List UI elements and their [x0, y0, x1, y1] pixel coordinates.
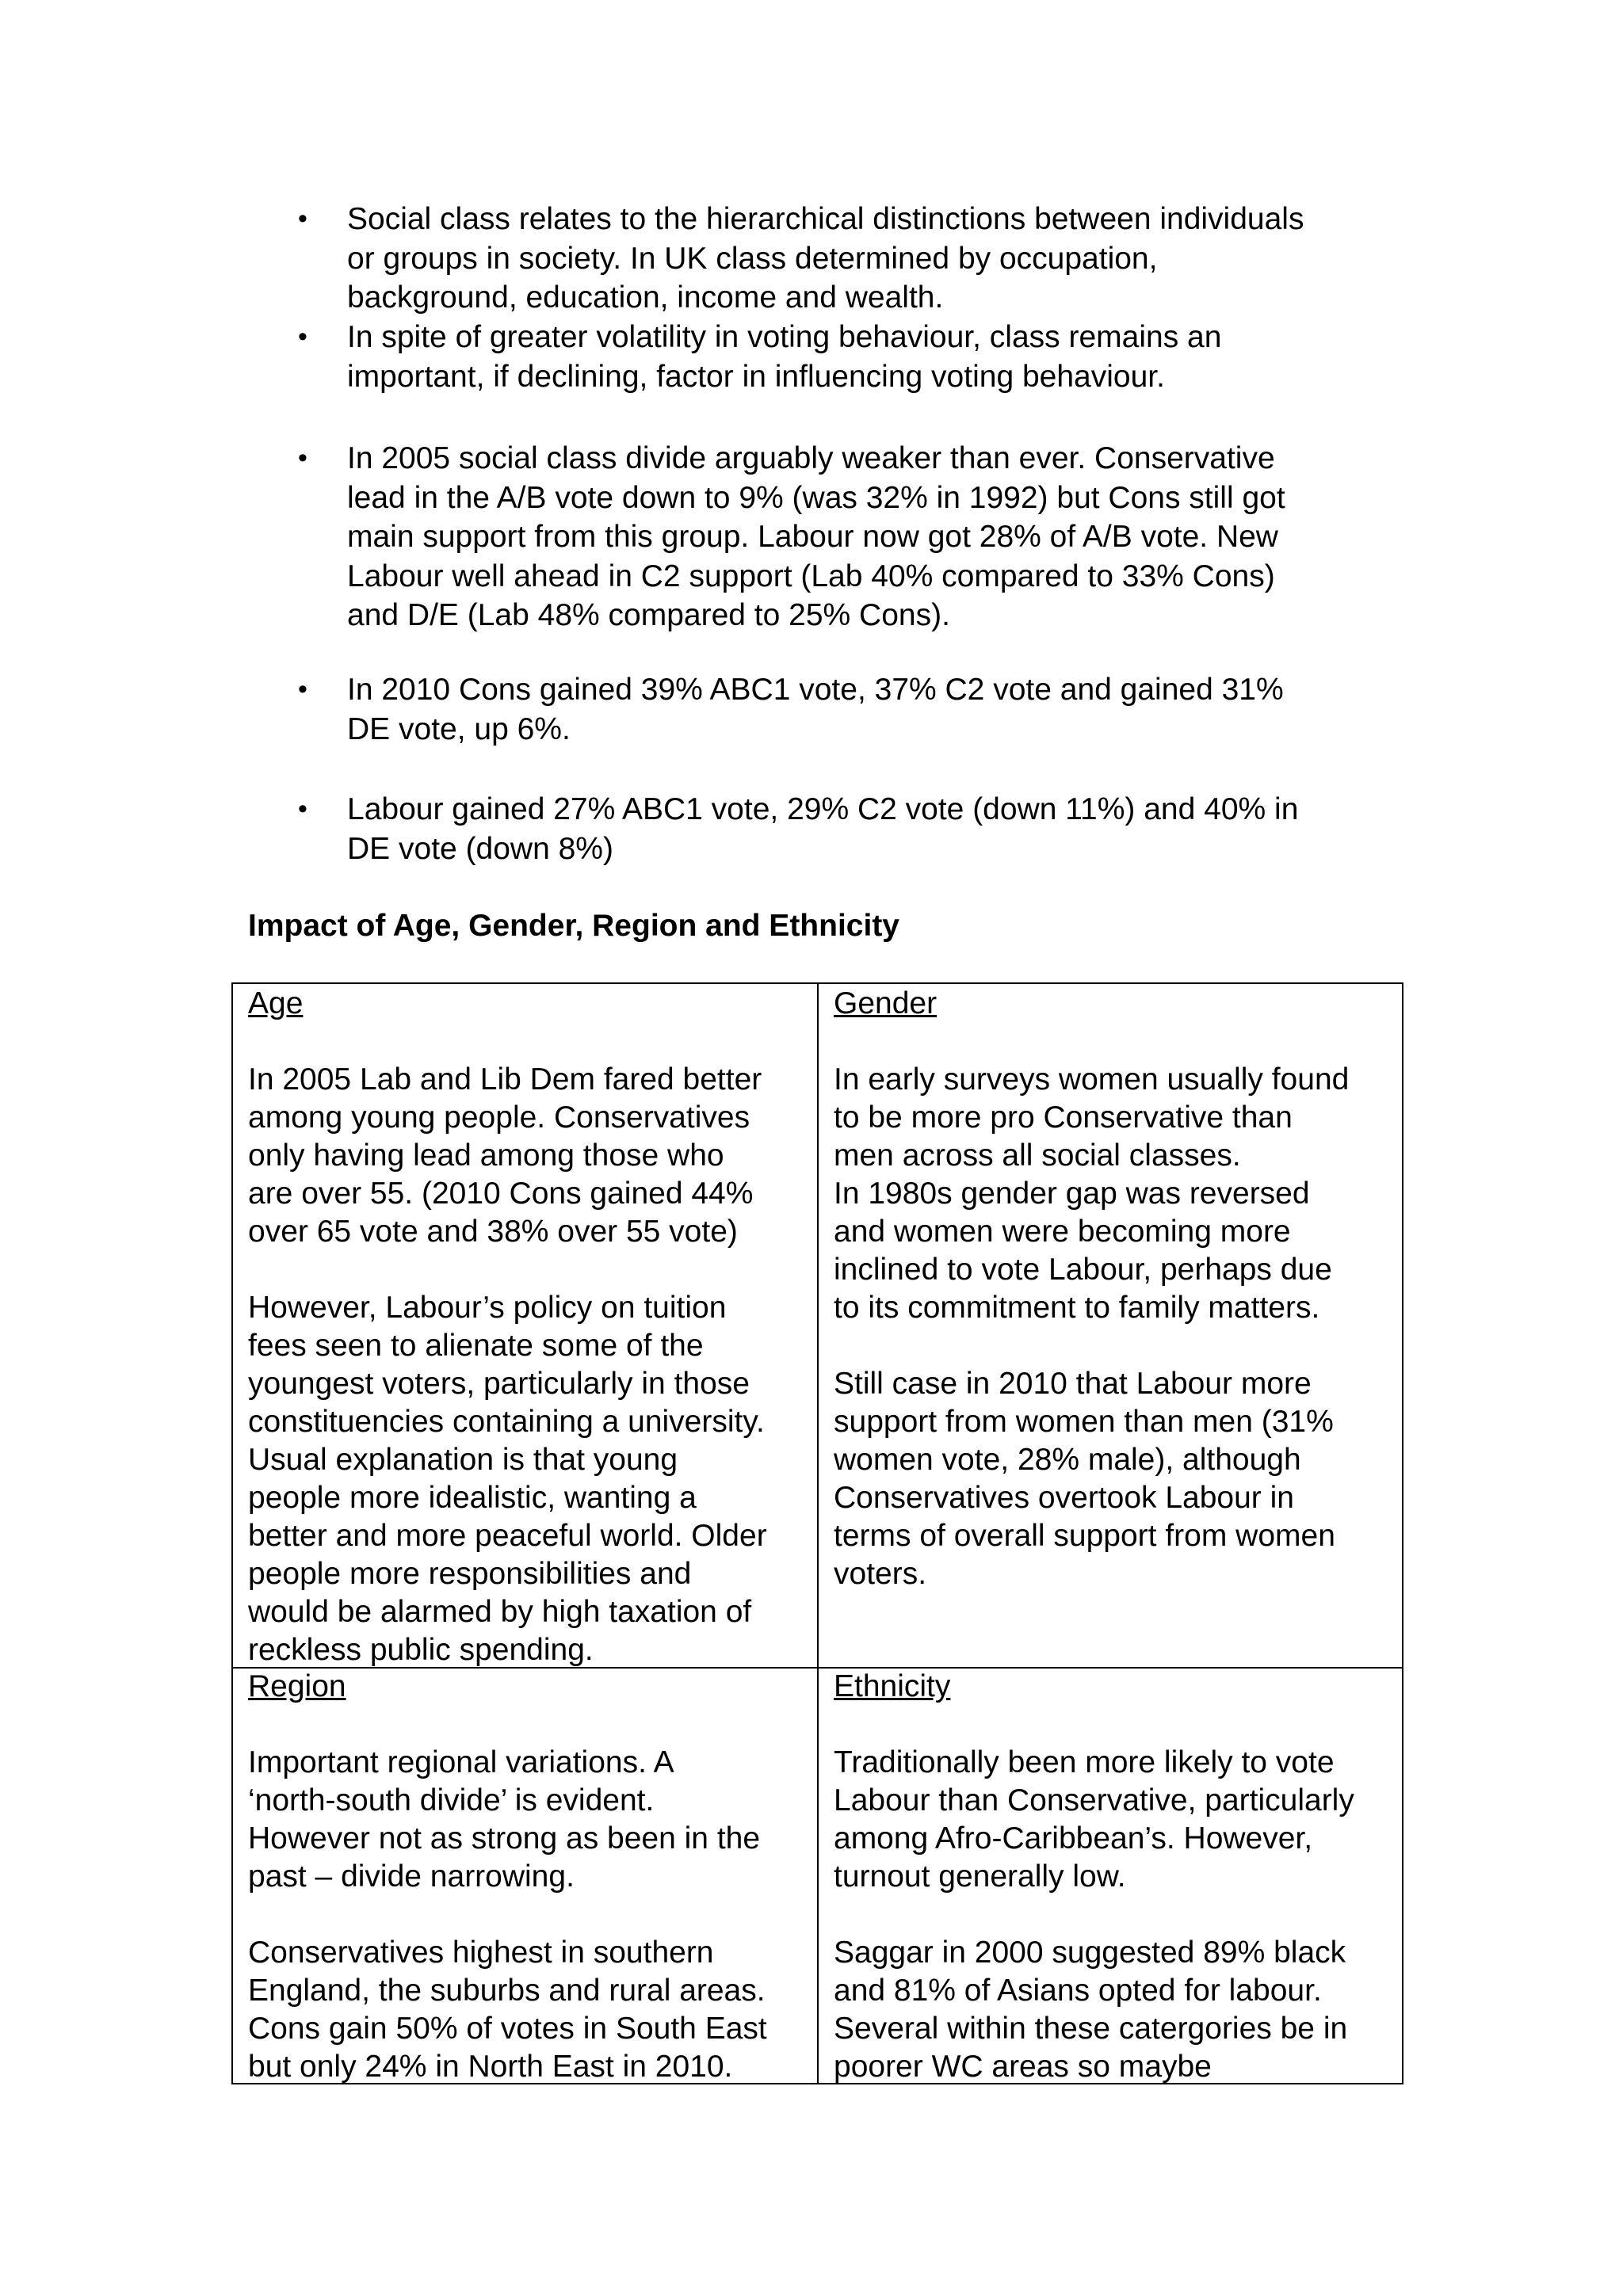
- text-line: Usual explanation is that young: [248, 1443, 678, 1477]
- text-line: background, education, income and wealth.: [347, 280, 944, 315]
- text-line: support from women than men (31%: [834, 1405, 1334, 1439]
- text-line: DE vote (down 8%): [347, 831, 613, 866]
- text-line: ‘north-south divide’ is evident.: [248, 1783, 655, 1817]
- text-line: Traditionally been more likely to vote: [834, 1745, 1335, 1779]
- paragraph-gap: [248, 1706, 817, 1744]
- section-heading: Impact of Age, Gender, Region and Ethnicity: [248, 909, 899, 943]
- cell-ethnicity: [819, 1667, 1402, 2086]
- text-line: men across all social classes.: [834, 1138, 1241, 1173]
- factors-table: [231, 982, 1403, 2084]
- text-line: In 1980s gender gap was reversed: [834, 1177, 1310, 1211]
- text-line: better and more peaceful world. Older: [248, 1519, 767, 1553]
- text-line: In spite of greater volatility in voting behaviour, class remains an: [347, 320, 1222, 354]
- text-line: are over 55. (2010 Cons gained 44%: [248, 1177, 754, 1211]
- paragraph-gap: [248, 1023, 817, 1061]
- text-line: important, if declining, factor in influencing voting behaviour.: [347, 359, 1165, 394]
- text-line: past – divide narrowing.: [248, 1859, 575, 1894]
- bullet-paragraph: [347, 439, 1285, 635]
- text-line: women vote, 28% male), although: [834, 1443, 1301, 1477]
- paragraph-gap: [248, 1251, 817, 1289]
- text-line: and women were becoming more: [834, 1215, 1291, 1249]
- paragraph-gap: [834, 1706, 1402, 1744]
- text-line: but only 24% in North East in 2010.: [248, 2050, 733, 2084]
- text-line: England, the suburbs and rural areas.: [248, 1974, 766, 2008]
- text-line: However not as strong as been in the: [248, 1821, 761, 1855]
- cell-title: Age: [248, 986, 304, 1020]
- text-line: to be more pro Conservative than: [834, 1100, 1293, 1135]
- text-line: In 2005 Lab and Lib Dem fared better: [248, 1062, 762, 1097]
- cell-title: Ethnicity: [834, 1669, 951, 1703]
- text-line: In early surveys women usually found: [834, 1062, 1350, 1097]
- bullet-paragraph: [347, 318, 1221, 396]
- text-line: youngest voters, particularly in those: [248, 1367, 750, 1401]
- cell-title: Gender: [834, 986, 938, 1020]
- paragraph-gap: [248, 1896, 817, 1934]
- paragraph-gap: [834, 1327, 1402, 1365]
- text-line: inclined to vote Labour, perhaps due: [834, 1253, 1332, 1287]
- text-line: main support from this group. Labour now got 28% of A/B vote. New: [347, 520, 1278, 554]
- text-line: DE vote, up 6%.: [347, 711, 571, 746]
- paragraph-gap: [834, 1023, 1402, 1061]
- bullet-icon: •: [298, 204, 307, 234]
- text-line: people more responsibilities and: [248, 1557, 692, 1591]
- text-line: and D/E (Lab 48% compared to 25% Cons).: [347, 598, 950, 632]
- bullet-icon: •: [298, 322, 307, 352]
- text-line: among young people. Conservatives: [248, 1100, 750, 1135]
- text-line: Several within these catergories be in: [834, 2012, 1348, 2046]
- bullet-paragraph: [347, 790, 1298, 868]
- bullet-paragraph: [347, 200, 1304, 318]
- bullet-icon: •: [298, 794, 307, 824]
- text-line: or groups in society. In UK class determined by occupation,: [347, 241, 1158, 276]
- text-line: to its commitment to family matters.: [834, 1291, 1320, 1325]
- bullet-icon: •: [298, 674, 307, 704]
- text-line: Still case in 2010 that Labour more: [834, 1367, 1312, 1401]
- text-line: turnout generally low.: [834, 1859, 1126, 1894]
- text-line: Conservatives overtook Labour in: [834, 1481, 1294, 1515]
- text-line: Saggar in 2000 suggested 89% black: [834, 1936, 1346, 1970]
- text-line: constituencies containing a university.: [248, 1405, 765, 1439]
- text-line: Cons gain 50% of votes in South East: [248, 2012, 767, 2046]
- text-line: Labour gained 27% ABC1 vote, 29% C2 vote (down 11%) and 40% in: [347, 792, 1299, 826]
- text-line: fees seen to alienate some of the: [248, 1329, 704, 1363]
- bullet-paragraph: [347, 670, 1284, 749]
- text-line: However, Labour’s policy on tuition: [248, 1291, 727, 1325]
- text-line: Conservatives highest in southern: [248, 1936, 714, 1970]
- text-line: and 81% of Asians opted for labour.: [834, 1974, 1322, 2008]
- text-line: terms of overall support from women: [834, 1519, 1335, 1553]
- text-line: would be alarmed by high taxation of: [248, 1595, 752, 1629]
- text-line: over 65 vote and 38% over 55 vote): [248, 1215, 738, 1249]
- text-line: voters.: [834, 1557, 927, 1591]
- paragraph-gap: [834, 1896, 1402, 1934]
- text-line: Social class relates to the hierarchical distinctions between individuals: [347, 202, 1304, 236]
- text-line: In 2010 Cons gained 39% ABC1 vote, 37% C2 vote and gained 31%: [347, 673, 1284, 707]
- text-line: people more idealistic, wanting a: [248, 1481, 697, 1515]
- text-line: Important regional variations. A: [248, 1745, 674, 1779]
- cell-age: [233, 984, 817, 1669]
- text-line: poorer WC areas so maybe: [834, 2050, 1212, 2084]
- cell-gender: [819, 984, 1402, 1593]
- text-line: In 2005 social class divide arguably weaker than ever. Conservative: [347, 441, 1275, 475]
- text-line: lead in the A/B vote down to 9% (was 32% in 1992) but Cons still got: [347, 480, 1285, 515]
- cell-region: [233, 1667, 817, 2086]
- cell-title: Region: [248, 1669, 346, 1703]
- text-line: Labour than Conservative, particularly: [834, 1783, 1354, 1817]
- text-line: Labour well ahead in C2 support (Lab 40% compared to 33% Cons): [347, 559, 1275, 593]
- bullet-icon: •: [298, 443, 307, 473]
- text-line: only having lead among those who: [248, 1138, 724, 1173]
- text-line: reckless public spending.: [248, 1633, 594, 1667]
- text-line: among Afro-Caribbean’s. However,: [834, 1821, 1313, 1855]
